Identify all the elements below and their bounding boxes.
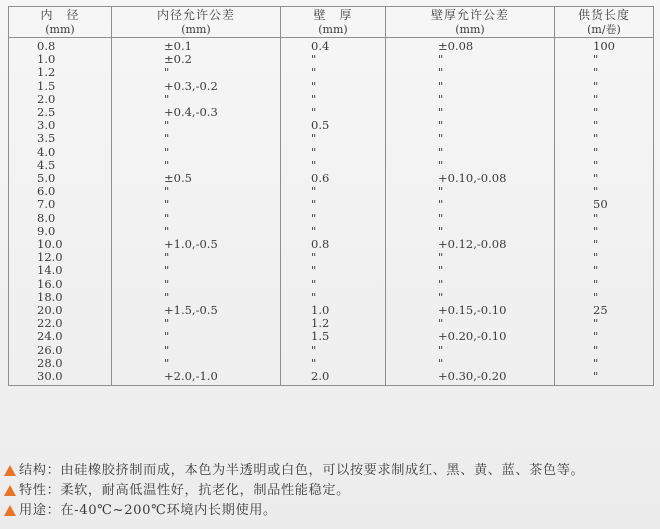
- cell-inner-diameter-tolerance: ±0.5: [112, 172, 281, 185]
- cell-wall-thickness-tolerance: ": [386, 225, 555, 238]
- header-unit: (mm): [281, 23, 386, 38]
- cell-supply-length: ": [555, 185, 654, 198]
- cell-wall-thickness: ": [281, 225, 386, 238]
- cell-inner-diameter-tolerance: ": [112, 330, 281, 343]
- cell-wall-thickness-tolerance: ": [386, 344, 555, 357]
- cell-wall-thickness-tolerance: ": [386, 159, 555, 172]
- table-row: [9, 370, 654, 386]
- cell-wall-thickness: ": [281, 278, 386, 291]
- cell-inner-diameter-tolerance: ": [112, 159, 281, 172]
- cell-inner-diameter: 5.0: [9, 172, 112, 185]
- cell-wall-thickness: 1.2: [281, 317, 386, 330]
- cell-inner-diameter-tolerance: ±0.1: [112, 38, 281, 54]
- cell-wall-thickness: ": [281, 106, 386, 119]
- table-body: [9, 38, 654, 386]
- cell-inner-diameter: 26.0: [9, 344, 112, 357]
- cell-wall-thickness: 0.8: [281, 238, 386, 251]
- table-row: [9, 38, 654, 54]
- cell-inner-diameter-tolerance: ": [112, 146, 281, 159]
- cell-inner-diameter-tolerance: +0.3,-0.2: [112, 80, 281, 93]
- cell-inner-diameter-tolerance: ": [112, 251, 281, 264]
- cell-supply-length: ": [555, 317, 654, 330]
- cell-wall-thickness-tolerance: ": [386, 317, 555, 330]
- cell-inner-diameter-tolerance: ": [112, 66, 281, 79]
- cell-inner-diameter: 12.0: [9, 251, 112, 264]
- cell-wall-thickness: ": [281, 159, 386, 172]
- cell-wall-thickness-tolerance: ": [386, 106, 555, 119]
- table-row: [9, 225, 654, 238]
- cell-wall-thickness-tolerance: ": [386, 53, 555, 66]
- cell-wall-thickness-tolerance: ": [386, 264, 555, 277]
- cell-inner-diameter: 1.2: [9, 66, 112, 79]
- cell-wall-thickness-tolerance: ": [386, 185, 555, 198]
- cell-supply-length: ": [555, 238, 654, 251]
- cell-wall-thickness: 1.0: [281, 304, 386, 317]
- cell-inner-diameter-tolerance: ": [112, 212, 281, 225]
- cell-supply-length: ": [555, 291, 654, 304]
- cell-inner-diameter: 10.0: [9, 238, 112, 251]
- cell-supply-length: ": [555, 80, 654, 93]
- header-inner-diameter: 内 径: [9, 7, 112, 24]
- cell-supply-length: ": [555, 132, 654, 145]
- triangle-bullet-icon: [4, 485, 16, 496]
- cell-inner-diameter: 3.5: [9, 132, 112, 145]
- cell-wall-thickness-tolerance: ": [386, 278, 555, 291]
- cell-wall-thickness: ": [281, 185, 386, 198]
- cell-wall-thickness-tolerance: ±0.08: [386, 38, 555, 54]
- cell-inner-diameter-tolerance: ": [112, 185, 281, 198]
- table-row: [9, 344, 654, 357]
- cell-wall-thickness-tolerance: +0.10,-0.08: [386, 172, 555, 185]
- cell-inner-diameter-tolerance: ": [112, 317, 281, 330]
- table-row: [9, 291, 654, 304]
- cell-wall-thickness: ": [281, 80, 386, 93]
- table-row: [9, 304, 654, 317]
- cell-supply-length: ": [555, 106, 654, 119]
- table-row: [9, 357, 654, 370]
- note-text: 结构：由硅橡胶挤制而成，本色为半透明或白色，可以按要求制成红、黑、黄、蓝、茶色等。: [19, 463, 585, 478]
- triangle-bullet-icon: [4, 505, 16, 516]
- cell-supply-length: ": [555, 264, 654, 277]
- cell-wall-thickness-tolerance: ": [386, 132, 555, 145]
- cell-inner-diameter: 2.5: [9, 106, 112, 119]
- notes-section: [4, 461, 660, 521]
- cell-supply-length: 50: [555, 198, 654, 211]
- cell-supply-length: ": [555, 53, 654, 66]
- cell-supply-length: ": [555, 172, 654, 185]
- note-line: [4, 501, 660, 521]
- table-row: [9, 212, 654, 225]
- cell-inner-diameter-tolerance: ±0.2: [112, 53, 281, 66]
- note-line: [4, 461, 660, 481]
- table-row: [9, 317, 654, 330]
- cell-wall-thickness-tolerance: ": [386, 119, 555, 132]
- cell-wall-thickness-tolerance: ": [386, 80, 555, 93]
- cell-supply-length: ": [555, 344, 654, 357]
- cell-inner-diameter: 18.0: [9, 291, 112, 304]
- cell-supply-length: 25: [555, 304, 654, 317]
- note-line: [4, 481, 660, 501]
- cell-inner-diameter: 1.0: [9, 53, 112, 66]
- cell-wall-thickness: ": [281, 93, 386, 106]
- table-row: [9, 238, 654, 251]
- table-row: [9, 198, 654, 211]
- cell-inner-diameter: 22.0: [9, 317, 112, 330]
- header-unit: (mm): [112, 23, 281, 38]
- header-unit: (mm): [9, 23, 112, 38]
- cell-wall-thickness: ": [281, 212, 386, 225]
- table-header: [9, 7, 654, 38]
- cell-wall-thickness-tolerance: ": [386, 146, 555, 159]
- cell-supply-length: ": [555, 146, 654, 159]
- cell-inner-diameter-tolerance: ": [112, 93, 281, 106]
- table-row: [9, 53, 654, 66]
- cell-wall-thickness: 0.4: [281, 38, 386, 54]
- cell-supply-length: ": [555, 119, 654, 132]
- cell-wall-thickness: ": [281, 198, 386, 211]
- cell-wall-thickness: 2.0: [281, 370, 386, 386]
- table-row: [9, 93, 654, 106]
- cell-supply-length: ": [555, 330, 654, 343]
- cell-supply-length: ": [555, 357, 654, 370]
- cell-supply-length: 100: [555, 38, 654, 54]
- cell-inner-diameter: 4.5: [9, 159, 112, 172]
- cell-wall-thickness: ": [281, 146, 386, 159]
- cell-wall-thickness: ": [281, 53, 386, 66]
- table-row: [9, 330, 654, 343]
- cell-inner-diameter: 0.8: [9, 38, 112, 54]
- cell-wall-thickness: ": [281, 66, 386, 79]
- header-unit: (m/卷): [555, 23, 654, 38]
- cell-wall-thickness-tolerance: ": [386, 357, 555, 370]
- cell-inner-diameter-tolerance: ": [112, 264, 281, 277]
- note-text: 用途：在-40℃~200℃环境内长期使用。: [19, 503, 277, 518]
- cell-wall-thickness-tolerance: +0.15,-0.10: [386, 304, 555, 317]
- table-row: [9, 119, 654, 132]
- cell-supply-length: ": [555, 370, 654, 386]
- cell-inner-diameter: 16.0: [9, 278, 112, 291]
- cell-inner-diameter-tolerance: ": [112, 291, 281, 304]
- table-row: [9, 264, 654, 277]
- cell-wall-thickness: ": [281, 264, 386, 277]
- cell-inner-diameter: 3.0: [9, 119, 112, 132]
- cell-wall-thickness-tolerance: ": [386, 251, 555, 264]
- cell-inner-diameter-tolerance: +1.0,-0.5: [112, 238, 281, 251]
- cell-wall-thickness-tolerance: +0.20,-0.10: [386, 330, 555, 343]
- table-row: [9, 132, 654, 145]
- cell-inner-diameter-tolerance: +2.0,-1.0: [112, 370, 281, 386]
- cell-supply-length: ": [555, 225, 654, 238]
- header-supply-length: 供货长度: [555, 7, 654, 24]
- cell-supply-length: ": [555, 212, 654, 225]
- table-row: [9, 106, 654, 119]
- cell-wall-thickness: ": [281, 344, 386, 357]
- table-row: [9, 172, 654, 185]
- table-row: [9, 278, 654, 291]
- table-row: [9, 185, 654, 198]
- note-text: 特性：柔软，耐高低温性好，抗老化，制品性能稳定。: [19, 483, 350, 498]
- table-row: [9, 251, 654, 264]
- cell-wall-thickness-tolerance: ": [386, 212, 555, 225]
- header-wall-thickness: 壁 厚: [281, 7, 386, 24]
- header-unit: (mm): [386, 23, 555, 38]
- cell-inner-diameter: 8.0: [9, 212, 112, 225]
- cell-inner-diameter: 6.0: [9, 185, 112, 198]
- spec-table: [8, 6, 654, 386]
- cell-wall-thickness: 0.5: [281, 119, 386, 132]
- triangle-bullet-icon: [4, 465, 16, 476]
- cell-wall-thickness-tolerance: +0.12,-0.08: [386, 238, 555, 251]
- cell-inner-diameter-tolerance: ": [112, 344, 281, 357]
- cell-inner-diameter: 30.0: [9, 370, 112, 386]
- cell-supply-length: ": [555, 93, 654, 106]
- cell-wall-thickness-tolerance: ": [386, 93, 555, 106]
- cell-wall-thickness: ": [281, 291, 386, 304]
- table-row: [9, 159, 654, 172]
- cell-wall-thickness-tolerance: ": [386, 66, 555, 79]
- header-inner-diameter-tolerance: 内径允许公差: [112, 7, 281, 24]
- cell-wall-thickness-tolerance: +0.30,-0.20: [386, 370, 555, 386]
- table-row: [9, 80, 654, 93]
- cell-inner-diameter-tolerance: ": [112, 119, 281, 132]
- cell-wall-thickness: ": [281, 132, 386, 145]
- cell-inner-diameter-tolerance: ": [112, 357, 281, 370]
- cell-supply-length: ": [555, 278, 654, 291]
- cell-inner-diameter: 7.0: [9, 198, 112, 211]
- cell-inner-diameter: 2.0: [9, 93, 112, 106]
- cell-wall-thickness-tolerance: ": [386, 198, 555, 211]
- cell-wall-thickness: ": [281, 357, 386, 370]
- cell-supply-length: ": [555, 251, 654, 264]
- cell-inner-diameter: 20.0: [9, 304, 112, 317]
- cell-inner-diameter-tolerance: ": [112, 278, 281, 291]
- header-wall-thickness-tolerance: 壁厚允许公差: [386, 7, 555, 24]
- cell-inner-diameter-tolerance: +0.4,-0.3: [112, 106, 281, 119]
- table-row: [9, 146, 654, 159]
- cell-inner-diameter: 14.0: [9, 264, 112, 277]
- cell-inner-diameter: 28.0: [9, 357, 112, 370]
- cell-wall-thickness: ": [281, 251, 386, 264]
- cell-wall-thickness-tolerance: ": [386, 291, 555, 304]
- cell-inner-diameter-tolerance: ": [112, 225, 281, 238]
- cell-inner-diameter: 4.0: [9, 146, 112, 159]
- cell-wall-thickness: 0.6: [281, 172, 386, 185]
- cell-inner-diameter-tolerance: ": [112, 198, 281, 211]
- cell-inner-diameter: 1.5: [9, 80, 112, 93]
- cell-inner-diameter: 9.0: [9, 225, 112, 238]
- cell-inner-diameter: 24.0: [9, 330, 112, 343]
- cell-wall-thickness: 1.5: [281, 330, 386, 343]
- cell-inner-diameter-tolerance: ": [112, 132, 281, 145]
- cell-supply-length: ": [555, 66, 654, 79]
- table-row: [9, 66, 654, 79]
- cell-supply-length: ": [555, 159, 654, 172]
- cell-inner-diameter-tolerance: +1.5,-0.5: [112, 304, 281, 317]
